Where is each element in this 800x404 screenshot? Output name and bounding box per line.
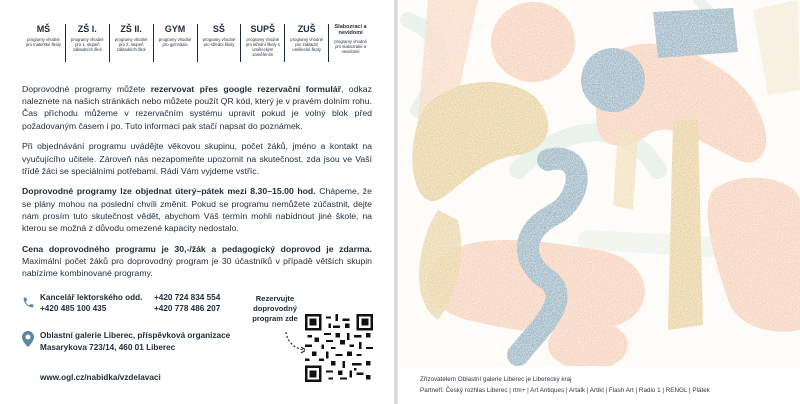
location-pin-icon bbox=[22, 331, 34, 347]
category-zus bbox=[284, 24, 328, 62]
left-page bbox=[0, 0, 394, 404]
category-code: ZUŠ bbox=[297, 24, 316, 34]
abstract-artwork bbox=[398, 0, 800, 366]
text-run: Chápeme, že se plány mohou na poslední chvíli změnit. Pokud se programu nemůžete zúčastnit, dejte nám prosím tuto skutečnost vědět, abychom Váš termín mohli nabídnout jiné škole, na kterou se možná z důvodu omezené kapacity nedostalo. bbox=[22, 186, 372, 234]
category-code: GYM bbox=[164, 24, 186, 34]
qr-code[interactable] bbox=[305, 314, 373, 382]
address: Masarykova 723/14, 460 01 Liberec bbox=[40, 343, 176, 352]
category-desc: programy vhodné pro slabozraké a nevidomé bbox=[334, 39, 367, 54]
office-label: Kancelář lektorského odd. bbox=[40, 293, 143, 302]
text-run-bold: Cena doprovodného programu je 30,-/žák a pedagogický doprovod je zdarma. bbox=[22, 243, 372, 254]
paragraph-reservation bbox=[22, 83, 372, 132]
category-zs2 bbox=[109, 24, 153, 62]
category-desc: programy vhodné pro střední školy bbox=[202, 37, 236, 47]
phone-number[interactable]: +420 485 100 435 bbox=[40, 304, 107, 313]
category-ms bbox=[22, 24, 65, 62]
category-code: ZŠ II. bbox=[120, 24, 142, 34]
category-desc: programy vhodné pro střední školy s uměleckým zaměřením bbox=[245, 37, 280, 57]
category-sups bbox=[240, 24, 284, 62]
text-run-bold: rezervovat přes google rezervační formulář bbox=[150, 84, 341, 94]
qr-caption: Rezervujte doprovodný program zde bbox=[252, 294, 298, 323]
category-code: MŠ bbox=[36, 24, 51, 34]
footer bbox=[398, 366, 800, 404]
text-run-bold: Doprovodné programy lze objednat úterý–pátek mezi 8.30–15.00 hod. bbox=[22, 186, 316, 197]
text-run: Maximální počet žáků pro doprovodný program je 30 účastníků v případě větších skupin nabízíme kombinované programy. bbox=[22, 255, 372, 279]
category-desc: programy vhodné pro 2. stupeň základních škol bbox=[114, 37, 148, 52]
right-page-artwork bbox=[398, 0, 800, 404]
address-row bbox=[22, 330, 282, 366]
category-desc: programy vhodné pro základní umělecké školy bbox=[290, 37, 323, 52]
paragraph-ordering-hours bbox=[22, 185, 372, 234]
category-ss bbox=[197, 24, 241, 62]
category-legend bbox=[22, 24, 372, 62]
category-code: Slabozrací a nevidomí bbox=[334, 24, 367, 36]
phone-icon bbox=[22, 296, 35, 309]
category-desc: programy vhodné pro 1. stupeň základních škol bbox=[71, 37, 104, 52]
category-visually-impaired bbox=[328, 24, 372, 62]
phone-number[interactable]: +420 778 486 207 bbox=[154, 304, 221, 313]
category-desc: programy vhodné pro mateřské školy bbox=[25, 37, 61, 47]
website-link[interactable]: www.ogl.cz/nabidka/vzdelavaci bbox=[40, 373, 161, 382]
founder-text: Zřizovatelem Oblastní galerie Liberec je Liberecký kraj bbox=[420, 376, 572, 383]
organization-name: Oblastní galerie Liberec, příspěvková organizace bbox=[40, 331, 231, 340]
paragraph-ordering-info: Při objednávání programu uvádějte věkovou skupinu, počet žáků, jméno a kontakt na vyučujícího učitele. Zároveň nás nezapomeňte upozornit na skutečnost, zda jsou ve Vaší třídě žáci se speciálními potřebami. Rádi Vám vyjdeme vstříc. bbox=[22, 141, 372, 176]
phone-number[interactable]: +420 724 834 554 bbox=[154, 293, 221, 302]
category-code: SUPŠ bbox=[250, 24, 276, 34]
text-run: , odkaz naleznete na našich stránkách nebo můžete použít QR kód, který je v pravém dolním rohu. Čas příchodu můžeme v rezervačním systému upravit pokud je volný blok před požadovaným časem i po. Tuto informaci pak stačí napsat do poznámek. bbox=[22, 84, 372, 131]
info-text bbox=[22, 83, 372, 288]
category-desc: programy vhodné pro gymnázia bbox=[158, 37, 192, 47]
text-run: Doprovodné programy můžete bbox=[22, 84, 151, 94]
category-zs1 bbox=[65, 24, 109, 62]
paragraph-price bbox=[22, 243, 372, 280]
category-code: ZŠ I. bbox=[77, 24, 97, 34]
category-gym bbox=[153, 24, 197, 62]
partners-text: Partneři: Český rozhlas Liberec | rtm+ | Art Antiques | Artalk | Artikl | Flash Art | Radio 1 | RENGL | Plátek bbox=[420, 387, 710, 394]
category-code: SŠ bbox=[212, 24, 225, 34]
